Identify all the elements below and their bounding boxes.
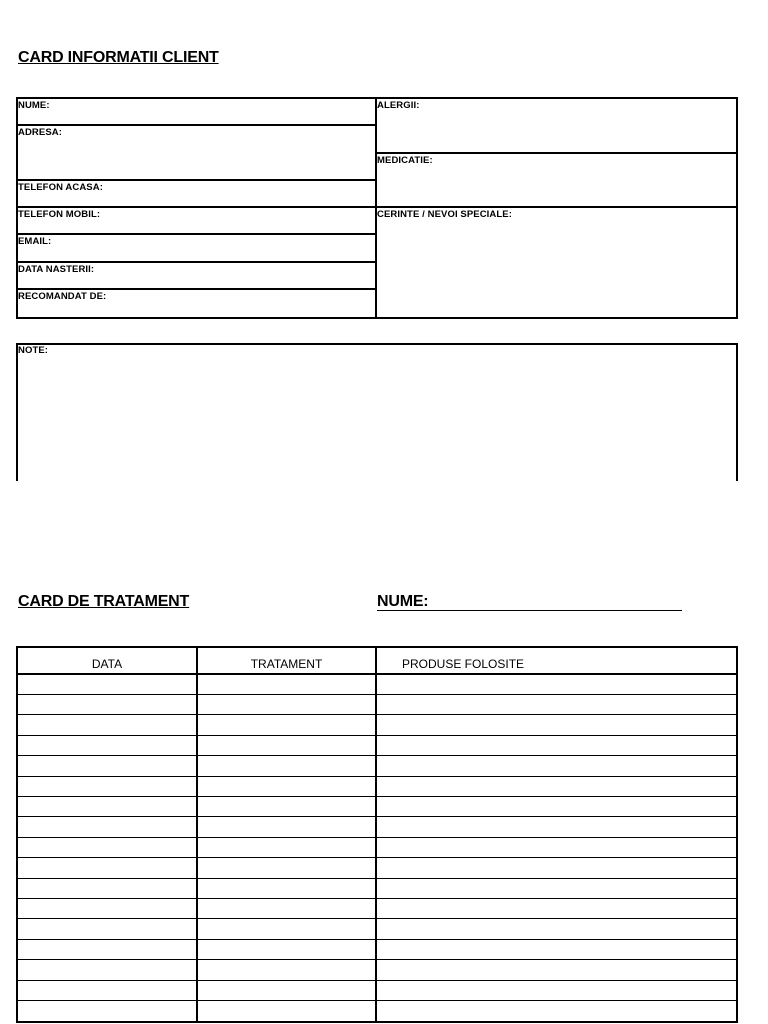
- column-header-produse-folosite: PRODUSE FOLOSITE: [402, 657, 525, 671]
- table-row-separator: [17, 959, 738, 960]
- table-row-separator: [17, 837, 738, 838]
- row-separator: [16, 124, 377, 126]
- treatment-name-label: NUME:: [377, 593, 429, 610]
- table-row-separator: [17, 857, 738, 858]
- table-row-separator: [17, 878, 738, 879]
- field-adresa-label: ADRESA:: [18, 127, 62, 138]
- row-separator: [16, 179, 377, 181]
- field-cerinte-label: CERINTE / NEVOI SPECIALE:: [377, 209, 512, 220]
- notes-label: NOTE:: [18, 345, 49, 356]
- notes-right-border: [736, 343, 738, 481]
- client-info-border: [16, 97, 738, 319]
- table-row-separator: [17, 918, 738, 919]
- row-separator: [16, 261, 377, 263]
- column-header-data: DATA: [91, 657, 123, 671]
- client-card-title: CARD INFORMATII CLIENT: [18, 49, 219, 66]
- notes-top-border: [16, 343, 738, 345]
- table-row-separator: [17, 1000, 738, 1001]
- client-info-divider: [375, 97, 377, 319]
- table-row-separator: [17, 816, 738, 817]
- column-header-tratament: TRATAMENT: [250, 657, 323, 671]
- field-data-nasterii-label: DATA NASTERII:: [18, 264, 95, 275]
- table-row-separator: [17, 694, 738, 695]
- table-row-separator: [17, 898, 738, 899]
- treatment-name-underline: [377, 610, 682, 611]
- field-alergii-label: ALERGII:: [377, 100, 420, 111]
- field-email-label: EMAIL:: [18, 236, 52, 247]
- treatment-table-border: [16, 646, 738, 1023]
- table-row-separator: [17, 735, 738, 736]
- table-row-separator: [17, 755, 738, 756]
- row-separator: [375, 152, 738, 154]
- field-recomandat-de-label: RECOMANDAT DE:: [18, 291, 107, 302]
- treatment-col-divider: [196, 646, 198, 1023]
- field-telefon-mobil-label: TELEFON MOBIL:: [18, 209, 101, 220]
- table-row-separator: [17, 776, 738, 777]
- notes-left-border: [16, 343, 18, 481]
- treatment-header-separator: [16, 673, 738, 675]
- field-telefon-acasa-label: TELEFON ACASA:: [18, 182, 103, 193]
- treatment-card-title: CARD DE TRATAMENT: [18, 593, 190, 610]
- row-separator: [16, 206, 377, 208]
- row-separator: [375, 206, 738, 208]
- table-row-separator: [17, 980, 738, 981]
- table-row-separator: [17, 939, 738, 940]
- row-separator: [16, 288, 377, 290]
- field-nume-label: NUME:: [18, 100, 50, 111]
- treatment-col-divider: [375, 646, 377, 1023]
- row-separator: [16, 233, 377, 235]
- table-row-separator: [17, 714, 738, 715]
- field-medicatie-label: MEDICATIE:: [377, 155, 433, 166]
- table-row-separator: [17, 796, 738, 797]
